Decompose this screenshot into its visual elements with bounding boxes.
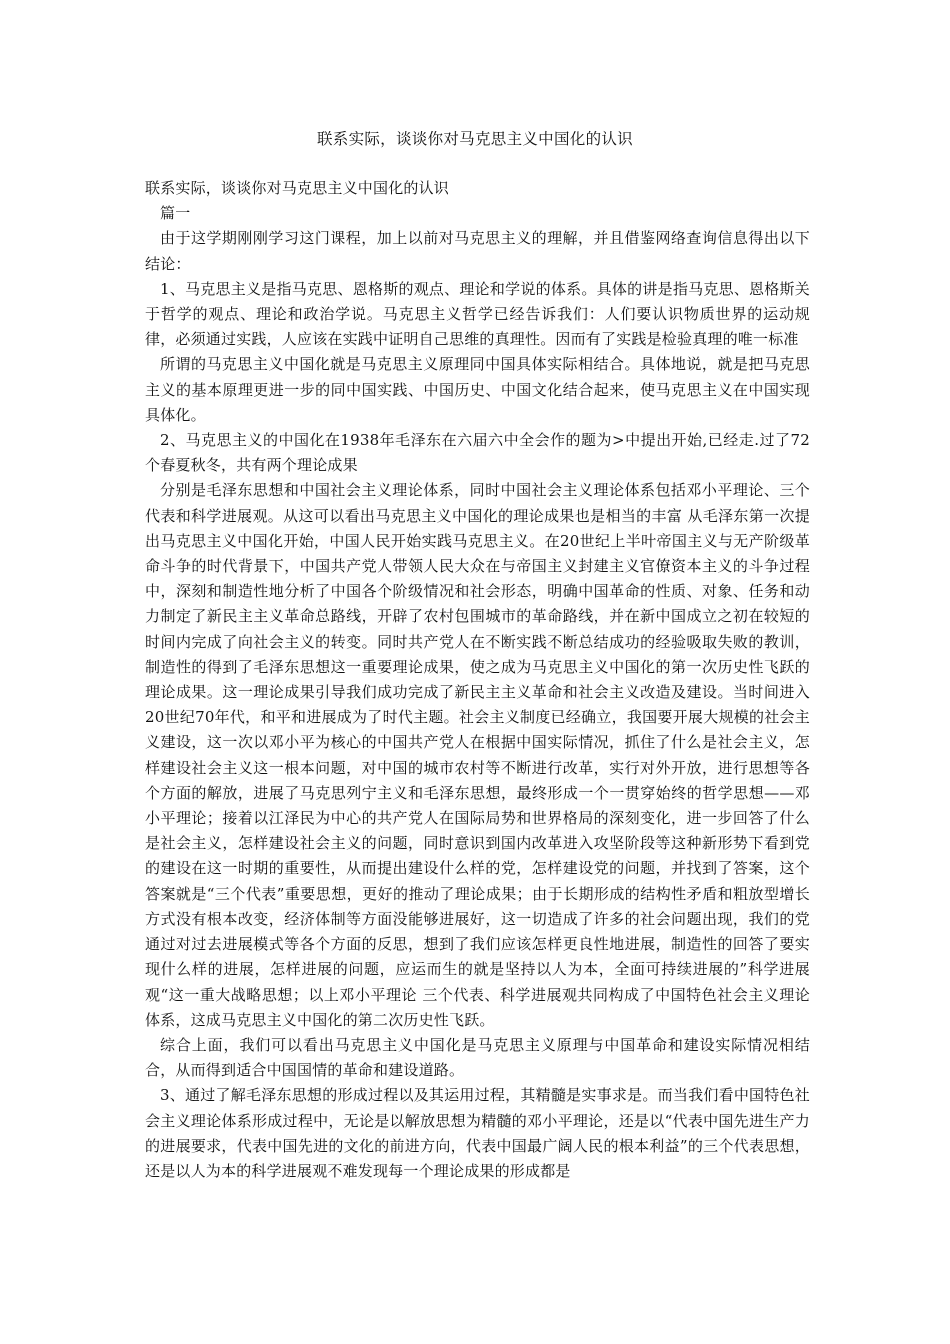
paragraph-summary: 综合上面，我们可以看出马克思主义中国化是马克思主义原理与中国革命和建设实际情况相结合，从而得到适合中国国情的革命和建设道路。 — [145, 1035, 810, 1080]
section-label: 篇一 — [160, 204, 191, 223]
paragraph-point-1: 1、马克思主义是指马克思、恩格斯的观点、理论和学说的体系。具体的讲是指马克思、恩格斯关于哲学的观点、理论和政治学说。马克思主义哲学已经告诉我们：人们要认识物质世界的运动规律，必须通过实践，人应该在实践中证明自己思维的真理性。因而有了实践是检验真理的唯一标准 — [145, 279, 810, 349]
document-body — [145, 176, 810, 1184]
paragraph-definition: 所谓的马克思主义中国化就是马克思主义原理同中国具体实际相结合。具体地说，就是把马克思主义的基本原理更进一步的同中国实践、中国历史、中国文化结合起来，使马克思主义在中国实现具体化。 — [145, 355, 810, 424]
paragraph-intro: 由于这学期刚刚学习这门课程，加上以前对马克思主义的理解，并且借鉴网络查询信息得出以下结论： — [145, 229, 810, 273]
paragraph-theory-results: 分别是毛泽东思想和中国社会主义理论体系，同时中国社会主义理论体系包括邓小平理论、三个代表和科学进展观。从这可以看出马克思主义中国化的理论成果也是相当的丰富 从毛泽东第一次提出马克思主义中国化开始，中国人民开始实践马克思主义。在20世纪上半叶帝国主义与无产阶级革命斗争的时代背景下，中国共产党人带领人民大众在与帝国主义封建主义官僚资本主义的斗争过程中，深刻和制造性地分析了中国各个阶级情况和社会形态，明确中国革命的性质、对象、任务和动力制定了新民主主义革命总路线，开辟了农村包围城市的革命路线，并在新中国成立之初在较短的时间内完成了向社会主义的转变。同时共产党人在不断实践不断总结成功的经验吸取失败的教训，制造性的得到了毛泽东思想这一重要理论成果，使之成为马克思主义中国化的第一次历史性飞跃的理论成果。这一理论成果引导我们成功完成了新民主主义革命和社会主义改造及建设。当时间进入20世纪70年代，和平和进展成为了时代主题。社会主义制度已经确立，我国要开展大规模的社会主义建设，这一次以邓小平为核心的中国共产党人在根据中国实际情况，抓住了什么是社会主义，怎样建设社会主义这一根本问题，对中国的城市农村等不断进行改革，实行对外开放，进行思想等各个方面的解放，进展了马克思列宁主义和毛泽东思想，最终形成一个一贯穿始终的哲学思想——邓小平理论；接着以江泽民为中心的共产党人在国际局势和世界格局的深刻变化，进一步回答了什么是社会主义，怎样建设社会主义的问题，同时意识到国内改革进入攻坚阶段等这种新形势下看到党的建设在这一时期的重要性，从而提出建设什么样的党，怎样建设党的问题，并找到了答案，这个答案就是“三个代表”重要思想，更好的推动了理论成果；由于长期形成的结构性矛盾和粗放型增长方式没有根本改变，经济体制等方面没能够进展好，这一切造成了许多的社会问题出现，我们的党通过对过去进展模式等各个方面的反思，想到了我们应该怎样更良性地进展，制造性的回答了要实现什么样的进展，怎样进展的问题，应运而生的就是坚持以人为本，全面可持续进展的”科学进展观“这一重大战略思想；以上邓小平理论 三个代表、科学进展观共同构成了中国特色社会主义理论体系，这成马克思主义中国化的第二次历史性飞跃。 — [145, 481, 810, 1029]
document-subtitle: 联系实际，谈谈你对马克思主义中国化的认识 — [145, 179, 450, 197]
paragraph-point-2: 2、马克思主义的中国化在1938年毛泽东在六届六中全会作的题为>中提出开始,已经走.过了72个春夏秋冬，共有两个理论成果 — [145, 431, 810, 475]
document-title: 联系实际，谈谈你对马克思主义中国化的认识 — [316, 130, 633, 148]
paragraph-point-3: 3、通过了解毛泽东思想的形成过程以及其运用过程，其精髓是实事求是。而当我们看中国特色社会主义理论体系形成过程中，无论是以解放思想为精髓的邓小平理论，还是以“代表中国先进生产力的进展要求，代表中国先进的文化的前进方向，代表中国最广阔人民的根本利益”的三个代表思想，还是以人为本的科学进展观不难发现每一个理论成果的形成都是 — [145, 1086, 810, 1180]
